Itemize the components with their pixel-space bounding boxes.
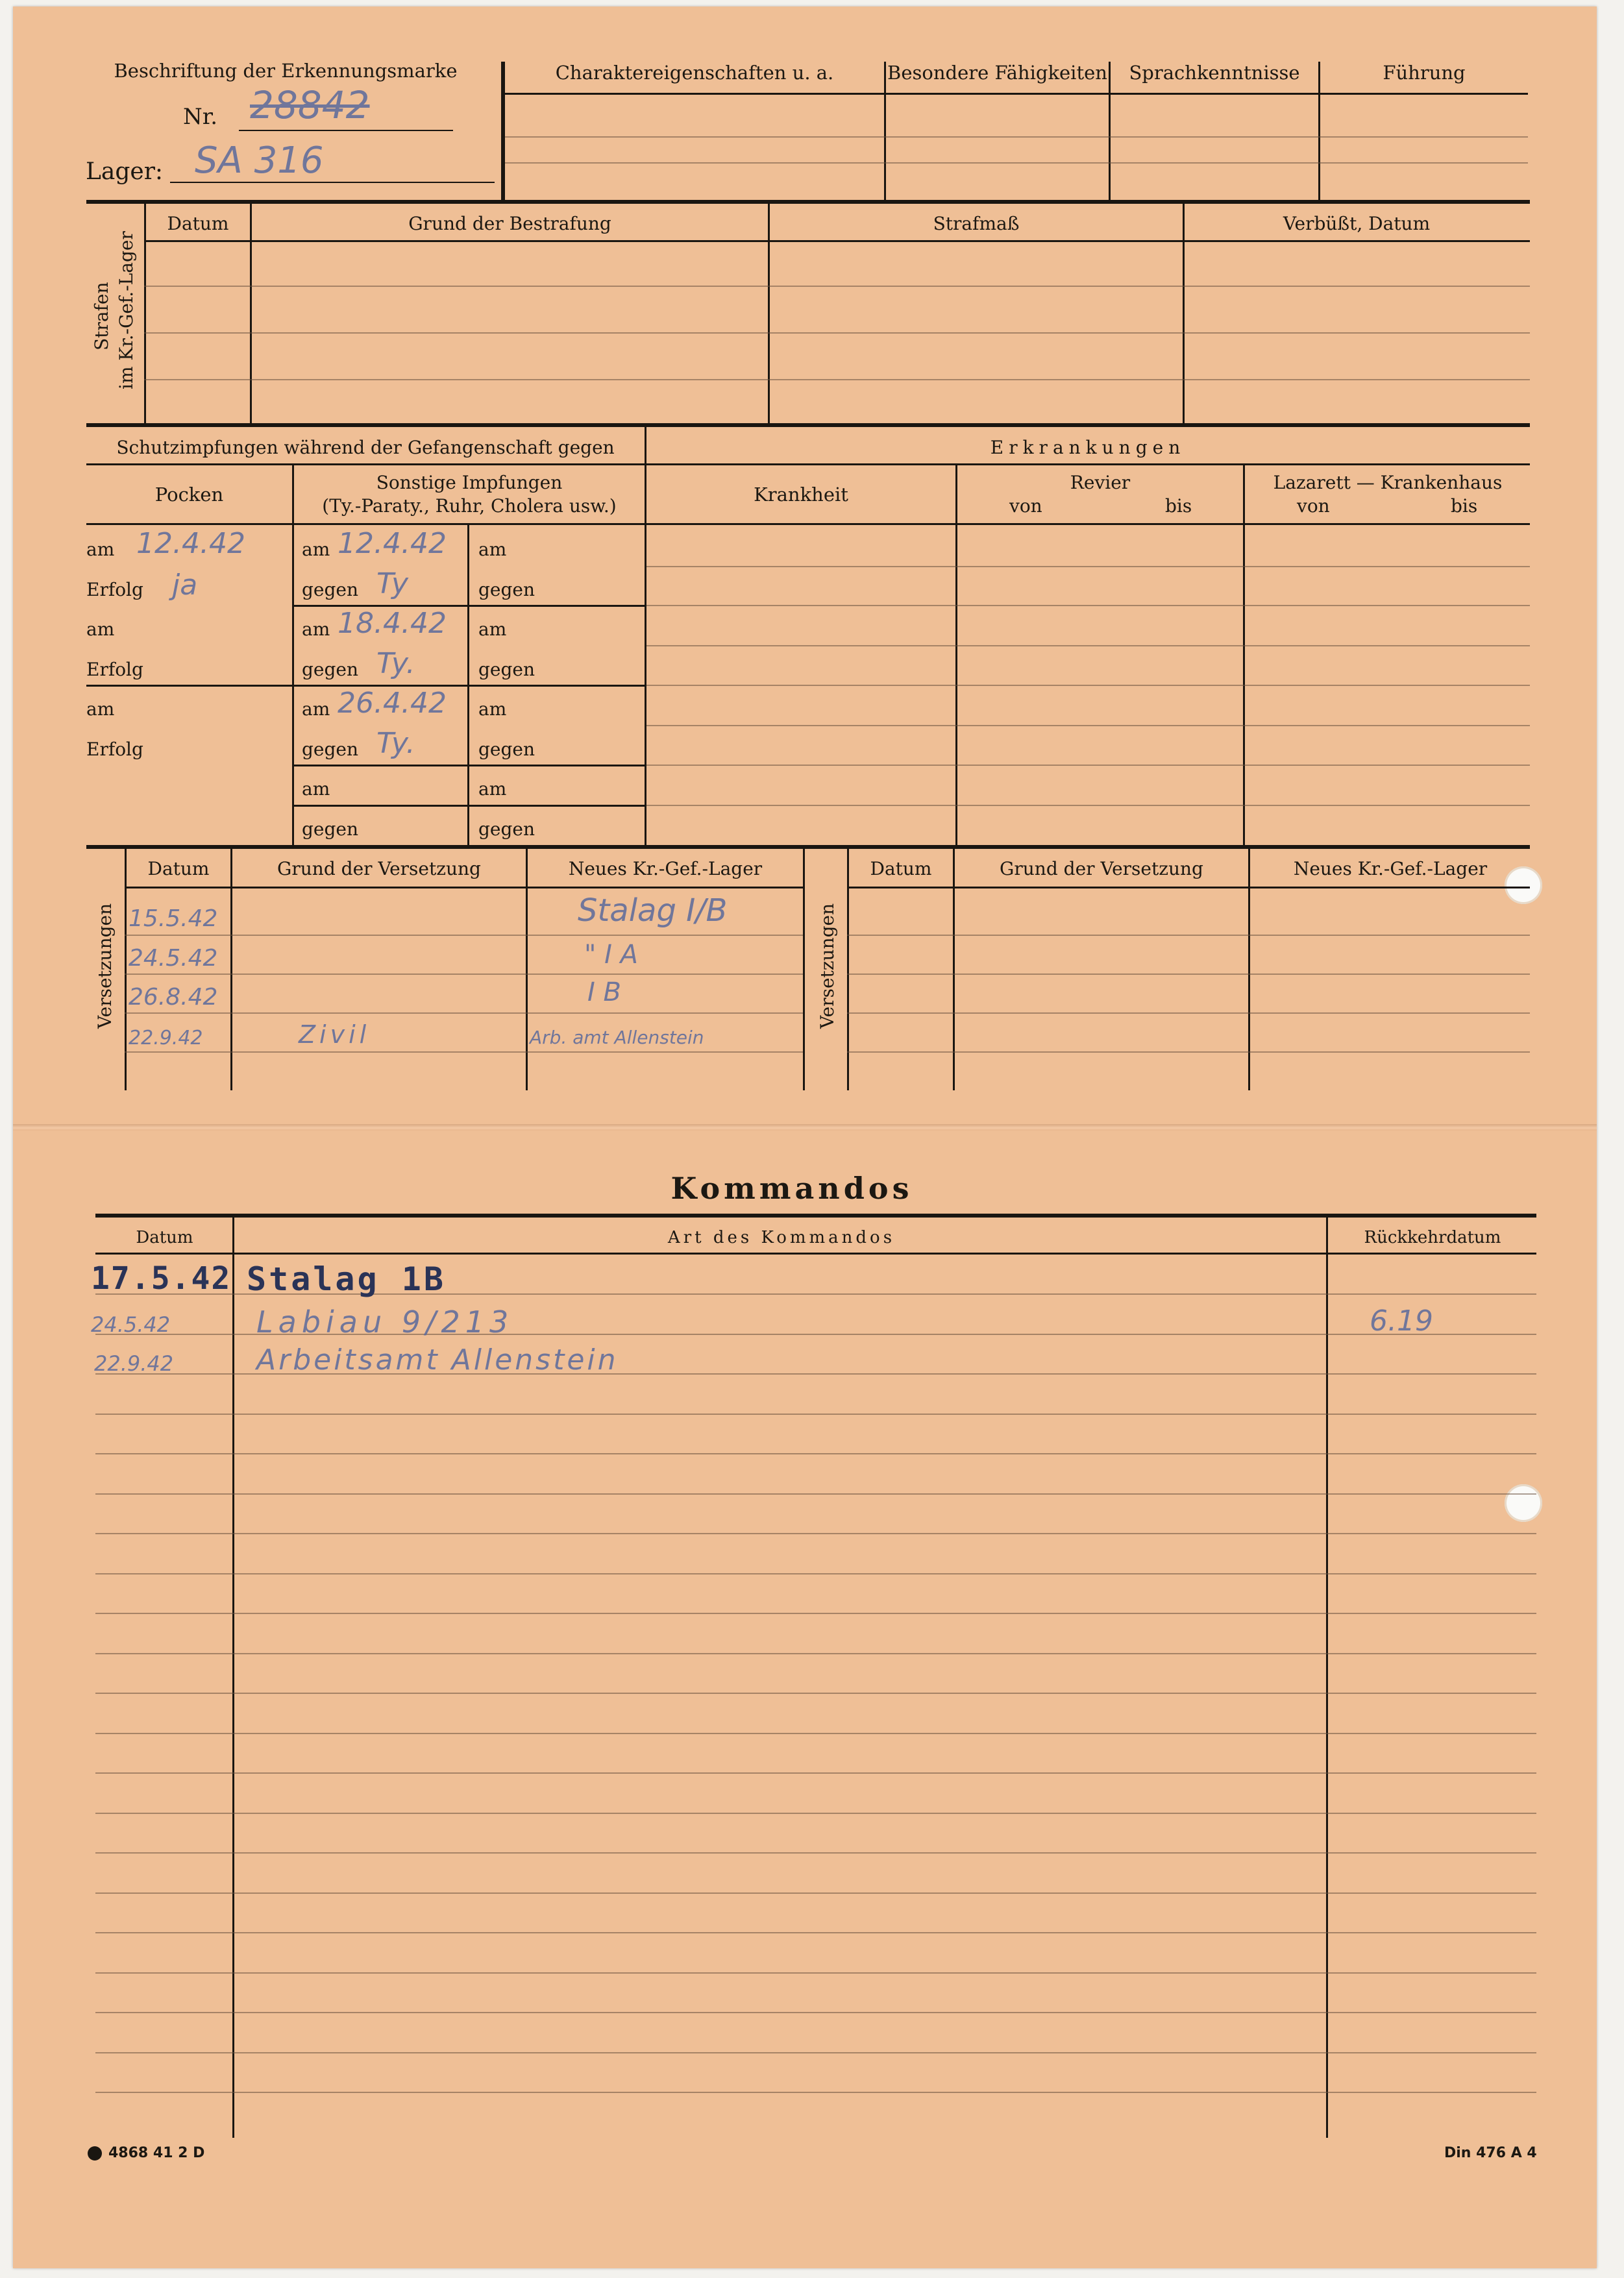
- revier-von: von: [1009, 495, 1042, 517]
- pocken-am-label-3: am: [86, 698, 115, 720]
- pocken-erfolg-label-3: Erfolg: [86, 739, 143, 760]
- sprachen-label: Sprachkenntnisse: [1129, 62, 1300, 84]
- sonstige-gegen-label-1b: gegen: [478, 579, 535, 600]
- versetzungen-col-grund-left: Grund der Versetzung: [277, 858, 481, 879]
- sonstige-gegen-label-3: gegen: [302, 739, 359, 760]
- sonstige-am-label-3: am: [302, 698, 330, 720]
- sonstige-am-1: 12.4.42: [338, 527, 447, 560]
- lager-label: Lager:: [86, 158, 164, 185]
- strafen-col-verbuesst: Verbüßt, Datum: [1283, 213, 1431, 234]
- kommandos-rule: [95, 1772, 1536, 1774]
- kommandos-rule: [95, 1573, 1536, 1574]
- kommando-row-2-rueckkehr: 6.19: [1370, 1304, 1433, 1338]
- kommandos-rule: [95, 1693, 1536, 1694]
- kommandos-rule: [95, 1653, 1536, 1654]
- sonstige-gegen-label-4b: gegen: [478, 818, 535, 840]
- versetzung-row-4-lager: Arb. amt Allenstein: [530, 1027, 704, 1048]
- impfungen-heading: Schutzimpfungen während der Gefangenschaft gegen: [116, 437, 615, 458]
- pocken-am-label: am: [86, 539, 115, 560]
- faehigkeiten-label: Besondere Fähigkeiten: [887, 62, 1107, 84]
- sonstige-am-label-4: am: [302, 778, 330, 800]
- sonstige-am-label-2: am: [302, 618, 330, 640]
- kommandos-rule: [95, 1453, 1536, 1454]
- revier-bis: bis: [1165, 495, 1192, 517]
- kommandos-rule: [95, 1972, 1536, 1974]
- kommandos-rule: [95, 1613, 1536, 1614]
- kommandos-rule: [95, 1813, 1536, 1814]
- sonstige-am-label-3b: am: [478, 698, 507, 720]
- kommandos-rule: [95, 1892, 1536, 1894]
- revier-col: Revier: [1070, 472, 1131, 493]
- versetzung-row-2-lager: " I A: [584, 940, 638, 970]
- sonstige-col: Sonstige Impfungen: [376, 472, 563, 493]
- kommando-row-3-datum: 22.9.42: [94, 1351, 174, 1376]
- nr-value: 28842: [250, 83, 370, 127]
- versetzung-row-3-datum: 26.8.42: [129, 984, 218, 1010]
- charakter-label: Charaktereigenschaften u. a.: [555, 62, 834, 84]
- beschriftung-label: Beschriftung der Erkennungsmarke: [114, 60, 458, 82]
- pocken-col: Pocken: [154, 484, 224, 506]
- versetzungen-side-label-right: Versetzungen: [817, 903, 838, 1029]
- kommando-row-1-art: Stalag 1B: [247, 1260, 446, 1298]
- sonstige-am-3: 26.4.42: [338, 687, 447, 720]
- kommandos-col-art: Art des Kommandos: [667, 1228, 896, 1247]
- pocken-erfolg-1: ja: [172, 569, 198, 602]
- kommandos-rule: [95, 1533, 1536, 1534]
- kommandos-rule: [95, 1414, 1536, 1415]
- sonstige-gegen-3: Ty.: [376, 727, 415, 760]
- nr-label: Nr.: [183, 104, 218, 130]
- sonstige-am-2: 18.4.42: [338, 607, 447, 640]
- sonstige-am-label-1: am: [302, 539, 330, 560]
- sonstige-gegen-label-1: gegen: [302, 579, 359, 600]
- strafen-col-grund: Grund der Bestrafung: [408, 213, 611, 234]
- pocken-am-1: 12.4.42: [136, 527, 245, 560]
- footer-left-text: 4868 41 2 D: [108, 2145, 205, 2161]
- kommando-row-2-datum: 24.5.42: [91, 1312, 171, 1337]
- sonstige-gegen-1: Ty: [376, 567, 409, 600]
- kommando-row-3-art: Arbeitsamt Allenstein: [256, 1343, 619, 1377]
- pocken-erfolg-label: Erfolg: [86, 579, 143, 600]
- versetzungen-col-lager-right: Neues Kr.-Gef.-Lager: [1293, 858, 1488, 879]
- kommando-row-2-art: Labiau 9/213: [256, 1304, 514, 1340]
- strafen-col-strafmass: Strafmaß: [933, 213, 1020, 234]
- kommando-row-1-datum: 17.5.42: [91, 1260, 232, 1297]
- punch-hole-bottom: [1505, 1484, 1542, 1522]
- kommandos-rule: [95, 1932, 1536, 1933]
- sonstige-gegen-2: Ty.: [376, 647, 415, 680]
- pocken-erfolg-label-2: Erfolg: [86, 659, 143, 680]
- sonstige-am-label-4b: am: [478, 778, 507, 800]
- kommandos-col-datum: Datum: [136, 1228, 193, 1247]
- versetzungen-col-grund-right: Grund der Versetzung: [1000, 858, 1203, 879]
- sonstige-gegen-label-4: gegen: [302, 818, 359, 840]
- sonstige-col-sub: (Ty.-Paraty., Ruhr, Cholera usw.): [322, 495, 617, 517]
- kommandos-rule: [95, 2052, 1536, 2053]
- fold-line: [13, 1124, 1597, 1131]
- kommandos-rule: [95, 1493, 1536, 1495]
- versetzung-row-4-datum: 22.9.42: [129, 1027, 203, 1049]
- strafen-col-datum: Datum: [167, 213, 229, 234]
- footer-left: [88, 2145, 204, 2161]
- kommandos-rule: [95, 2012, 1536, 2013]
- versetzungen-col-datum-left: Datum: [147, 858, 210, 879]
- versetzungen-side-label-left: Versetzungen: [94, 903, 116, 1029]
- versetzungen-col-lager-left: Neues Kr.-Gef.-Lager: [568, 858, 763, 879]
- lazarett-bis: bis: [1451, 495, 1478, 517]
- kommandos-rule: [95, 1733, 1536, 1734]
- pocken-am-label-2: am: [86, 618, 115, 640]
- versetzung-row-4-grund: Zivil: [299, 1020, 371, 1049]
- lager-value: SA 316: [195, 140, 324, 182]
- kommandos-col-rueckkehr: Rückkehrdatum: [1364, 1228, 1501, 1247]
- versetzung-row-1-lager: Stalag I/B: [578, 892, 728, 929]
- footer-right: Din 476 A 4: [1444, 2145, 1537, 2161]
- sonstige-gegen-label-3b: gegen: [478, 739, 535, 760]
- erkrankungen-heading: Erkrankungen: [990, 437, 1186, 458]
- versetzungen-col-datum-right: Datum: [870, 858, 932, 879]
- kommandos-title: Kommandos: [671, 1171, 913, 1206]
- strafen-side-label: Strafen: [91, 282, 112, 350]
- kommandos-rule: [95, 2092, 1536, 2093]
- sonstige-am-label-1b: am: [478, 539, 507, 560]
- fuehrung-label: Führung: [1383, 62, 1466, 84]
- sonstige-gegen-label-2b: gegen: [478, 659, 535, 680]
- sonstige-gegen-label-2: gegen: [302, 659, 359, 680]
- lazarett-col: Lazarett — Krankenhaus: [1273, 472, 1503, 493]
- versetzung-row-3-lager: I B: [587, 977, 621, 1007]
- versetzung-row-1-datum: 15.5.42: [129, 905, 218, 932]
- sonstige-am-label-2b: am: [478, 618, 507, 640]
- lazarett-von: von: [1297, 495, 1330, 517]
- versetzung-row-2-datum: 24.5.42: [129, 945, 218, 972]
- publisher-seal-icon: [88, 2146, 102, 2161]
- strafen-side-label-2: im Kr.-Gef.-Lager: [116, 231, 137, 389]
- krankheit-col: Krankheit: [754, 484, 848, 506]
- kommandos-rule: [95, 1852, 1536, 1854]
